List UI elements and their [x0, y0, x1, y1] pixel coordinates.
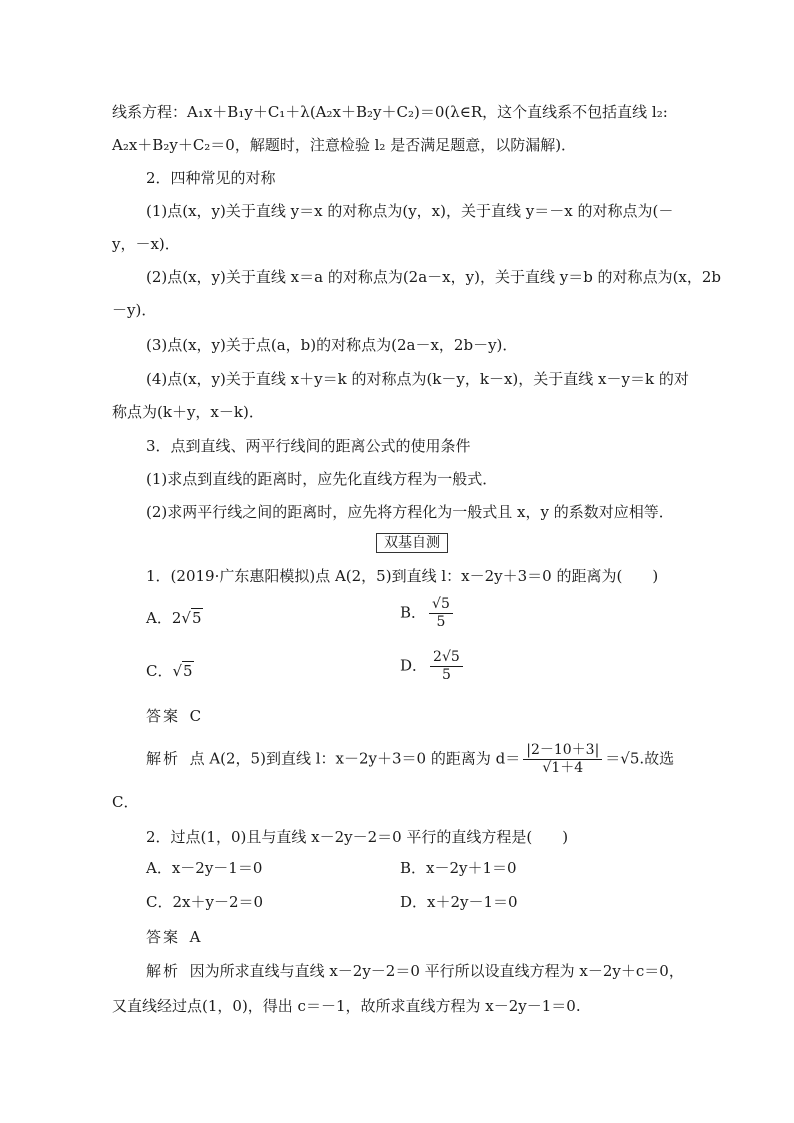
- option-a: A．x－2y－1＝0: [146, 859, 263, 877]
- option-coef: 2: [171, 609, 182, 627]
- option-a: [146, 607, 203, 629]
- section-heading: 2．四种常见的对称: [146, 169, 276, 187]
- option-label: C．: [146, 662, 173, 680]
- section-heading: 3．点到直线、两平行线间的距离公式的使用条件: [146, 437, 471, 455]
- analysis-label: 解析: [146, 962, 181, 980]
- fraction: [430, 649, 463, 684]
- text-line: (3)点(x，y)关于点(a，b)的对称点为(2a－x，2b－y)．: [146, 336, 518, 354]
- option-label: B．: [400, 603, 427, 622]
- section-badge: 双基自测: [376, 533, 448, 553]
- fraction: [429, 596, 453, 631]
- option-d: [400, 649, 466, 684]
- analysis-tail: ＝√5.故选: [605, 749, 675, 768]
- answer-line: [146, 705, 684, 727]
- question-stem: 1．(2019·广东惠阳模拟)点 A(2，5)到直线 l：x－2y＋3＝0 的距离为( ): [146, 567, 659, 585]
- distance-fraction: [523, 742, 602, 777]
- option-c: C．2x＋y－2＝0: [146, 893, 264, 911]
- text-line: 称点为(k＋y，x－k)．: [112, 403, 264, 421]
- sqrt-expression: √5: [181, 609, 202, 627]
- denominator: √1＋4: [542, 760, 584, 776]
- answer-label: 答案: [146, 707, 181, 725]
- answer-label: 答案: [146, 928, 181, 946]
- analysis-line: 又直线经过点(1，0)，得出 c＝－1，故所求直线方程为 x－2y－1＝0.: [112, 997, 581, 1015]
- sqrt-expression: √5: [172, 662, 193, 680]
- numerator: √5: [429, 596, 453, 614]
- text-line: y，－x)．: [112, 235, 180, 253]
- answer-value: A: [189, 928, 201, 946]
- text-line: (1)点(x，y)关于直线 y＝x 的对称点为(y，x)，关于直线 y＝－x 的对称点为(－: [146, 202, 674, 220]
- analysis-label: 解析: [146, 749, 181, 768]
- numerator: 2√5: [430, 649, 463, 667]
- option-d: D．x＋2y－1＝0: [400, 893, 518, 911]
- analysis-line: [146, 960, 684, 982]
- text-line: (1)求点到直线的距离时，应先化直线方程为一般式．: [146, 470, 498, 488]
- denominator: 5: [441, 667, 451, 683]
- analysis-line: [146, 742, 684, 777]
- radicand: 5: [183, 662, 193, 680]
- text-line: (2)点(x，y)关于直线 x＝a 的对称点为(2a－x，y)，关于直线 y＝b 的对称点为(x，2b: [146, 268, 722, 286]
- analysis-text: 点 A(2，5)到直线 l：x－2y＋3＝0 的距离为 d＝: [189, 749, 521, 768]
- text-line: A₂x＋B₂y＋C₂＝0，解题时，注意检验 l₂ 是否满足题意，以防漏解)．: [112, 136, 577, 154]
- text-line: (2)求两平行线之间的距离时，应先将方程化为一般式且 x，y 的系数对应相等．: [146, 503, 674, 521]
- text-line: (4)点(x，y)关于直线 x＋y＝k 的对称点为(k－y，k－x)，关于直线 x－y＝k 的对: [146, 370, 689, 388]
- option-label: A．: [146, 609, 172, 627]
- radicand: 5: [191, 609, 202, 627]
- answer-line: [146, 926, 684, 948]
- numerator: |2－10＋3|: [523, 742, 602, 760]
- question-stem: 2．过点(1，0)且与直线 x－2y－2＝0 平行的直线方程是( ): [146, 828, 569, 846]
- option-c: [146, 660, 194, 682]
- denominator: 5: [436, 614, 446, 630]
- answer-value: C: [189, 707, 202, 725]
- option-b: B．x－2y＋1＝0: [400, 859, 517, 877]
- analysis-line-end: C．: [112, 793, 139, 811]
- option-b: [400, 596, 456, 631]
- option-label: D．: [400, 656, 428, 675]
- text-line: －y)．: [112, 301, 157, 319]
- text-line: 线系方程：A₁x＋B₁y＋C₁＋λ(A₂x＋B₂y＋C₂)＝0(λ∈R，这个直线系不包括直线 l₂:: [112, 103, 668, 121]
- analysis-text: 因为所求直线与直线 x－2y－2＝0 平行所以设直线方程为 x－2y＋c＝0，: [189, 962, 684, 980]
